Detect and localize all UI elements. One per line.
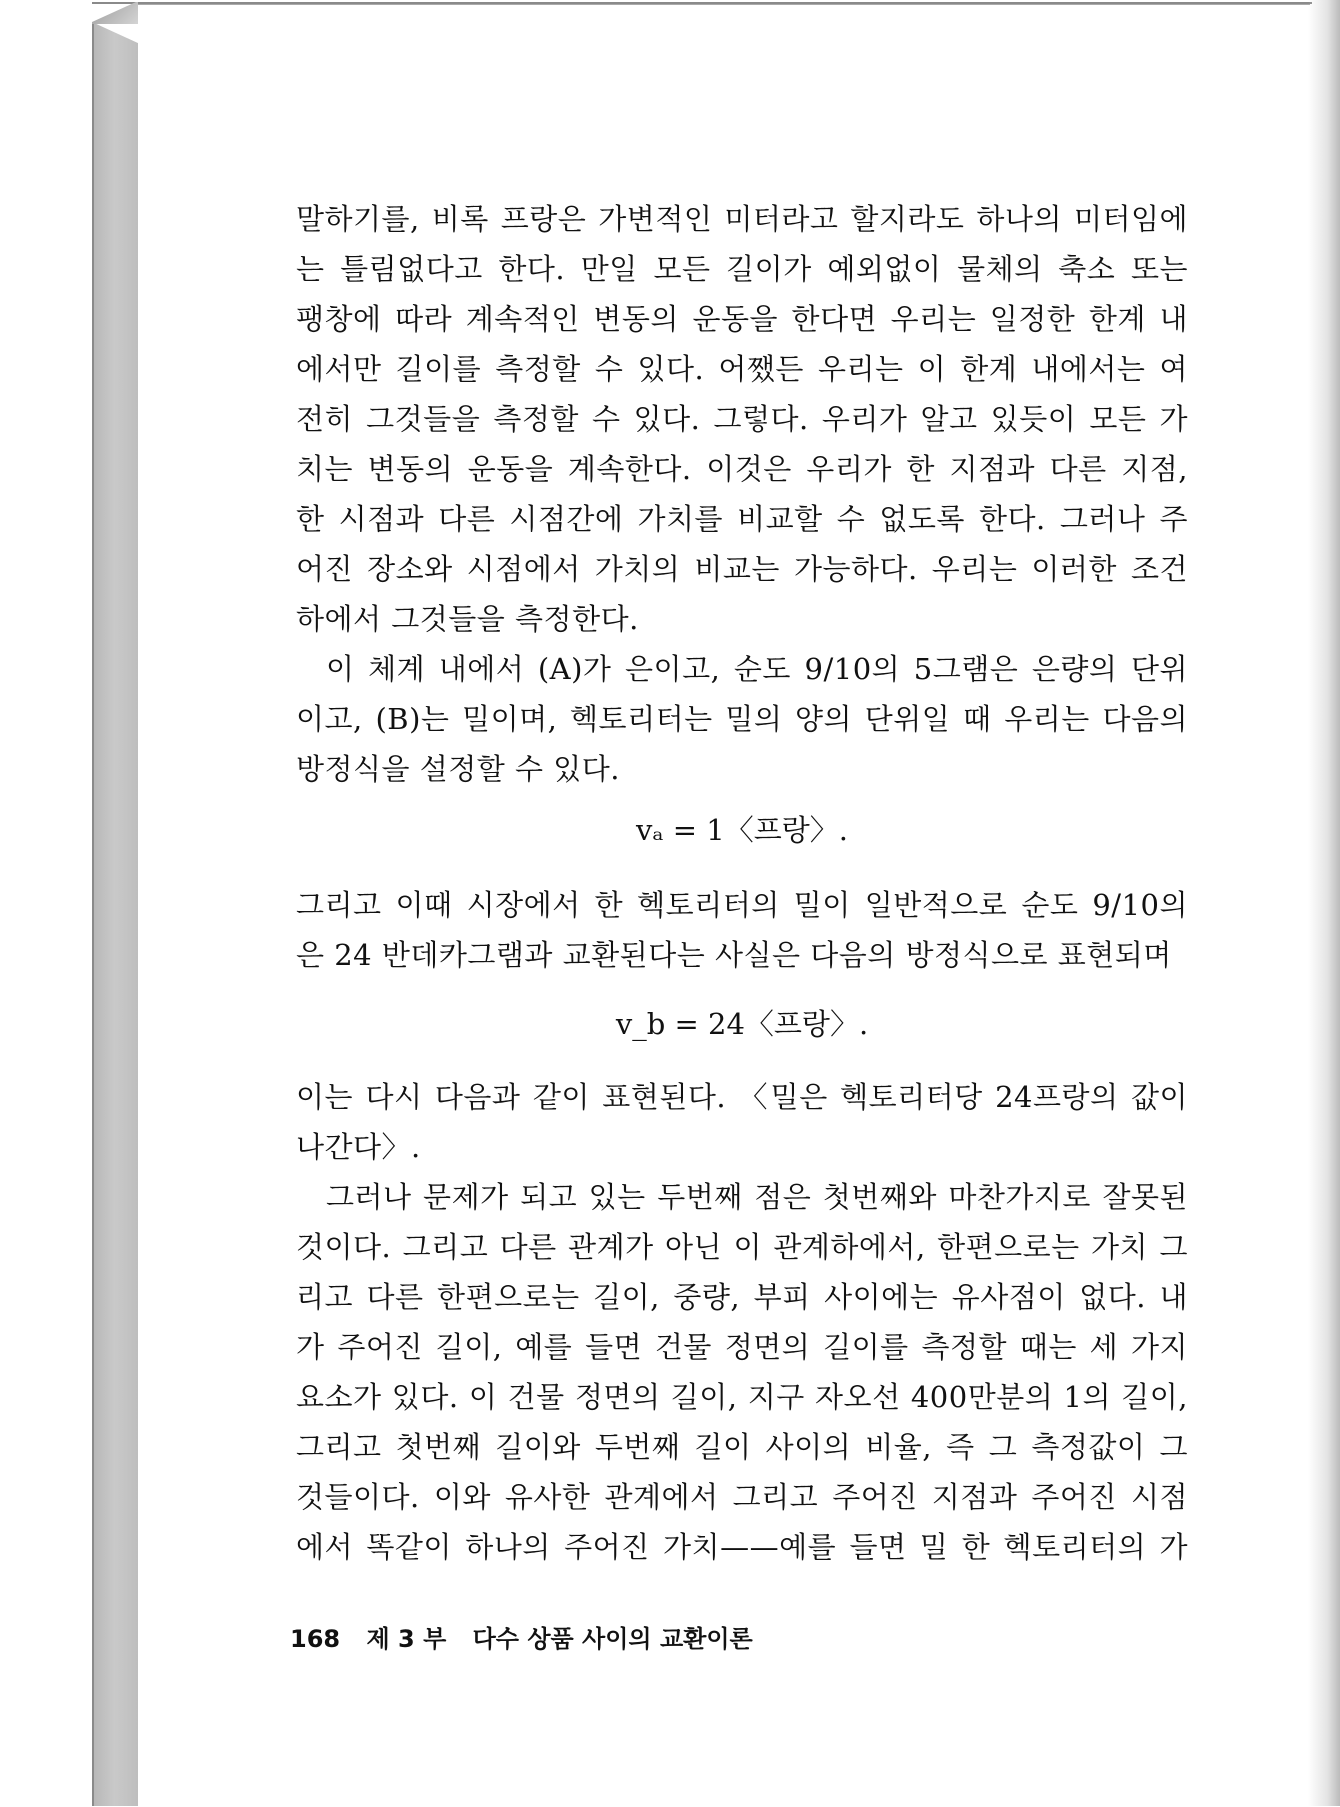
text-line: 이 체계 내에서 (A)가 은이고, 순도 9/10의 5그램은 은량의 단위: [326, 652, 1188, 686]
text-line: 나간다〉.: [296, 1130, 421, 1164]
text-line: 것들이다. 이와 유사한 관계에서 그리고 주어진 지점과 주어진 시점: [296, 1480, 1188, 1514]
page-edge-shadow: [1308, 0, 1340, 1806]
text-line: 한 시점과 다른 시점간에 가치를 비교할 수 없도록 한다. 그러나 주: [296, 502, 1188, 536]
text-line: 에서 똑같이 하나의 주어진 가치——예를 들면 밀 한 헥토리터의 가: [296, 1530, 1188, 1564]
text-line: 어진 장소와 시점에서 가치의 비교는 가능하다. 우리는 이러한 조건: [296, 552, 1188, 586]
book-corner-bevel: [92, 2, 138, 24]
text-line: 가 주어진 길이, 예를 들면 건물 정면의 길이를 측정할 때는 세 가지: [296, 1330, 1188, 1364]
text-line: 말하기를, 비록 프랑은 가변적인 미터라고 할지라도 하나의 미터임에: [296, 202, 1188, 236]
text-line: 전히 그것들을 측정할 수 있다. 그렇다. 우리가 알고 있듯이 모든 가: [296, 402, 1188, 436]
text-line: 그러나 문제가 되고 있는 두번째 점은 첫번째와 마찬가지로 잘못된: [326, 1180, 1188, 1214]
equation-a: vₐ = 1〈프랑〉.: [635, 813, 848, 847]
text-line: 그리고 이때 시장에서 한 헥토리터의 밀이 일반적으로 순도 9/10의: [296, 888, 1188, 922]
text-line: 은 24 반데카그램과 교환된다는 사실은 다음의 방정식으로 표현되며: [296, 938, 1172, 972]
text-line: 팽창에 따라 계속적인 변동의 운동을 한다면 우리는 일정한 한계 내: [296, 302, 1188, 336]
text-line: 그리고 첫번째 길이와 두번째 길이 사이의 비율, 즉 그 측정값이 그: [296, 1430, 1188, 1464]
text-line: 에서만 길이를 측정할 수 있다. 어쨌든 우리는 이 한계 내에서는 여: [296, 352, 1188, 386]
text-line: 요소가 있다. 이 건물 정면의 길이, 지구 자오선 400만분의 1의 길이,: [296, 1380, 1188, 1414]
text-line: 방정식을 설정할 수 있다.: [296, 752, 621, 786]
text-line: 것이다. 그리고 다른 관계가 아닌 이 관계하에서, 한편으로는 가치 그: [296, 1230, 1188, 1264]
text-line: 이고, (B)는 밀이며, 헥토리터는 밀의 양의 단위일 때 우리는 다음의: [296, 702, 1188, 736]
page-number: 168: [290, 1625, 341, 1653]
text-line: 치는 변동의 운동을 계속한다. 이것은 우리가 한 지점과 다른 지점,: [296, 452, 1188, 486]
part-label: 제 3 부: [366, 1625, 447, 1653]
equation-b: v_b = 24〈프랑〉.: [615, 1007, 869, 1041]
book-spine: [92, 22, 140, 1806]
text-line: 하에서 그것들을 측정한다.: [296, 602, 639, 636]
text-line: 리고 다른 한편으로는 길이, 중량, 부피 사이에는 유사점이 없다. 내: [296, 1280, 1188, 1314]
chapter-title: 다수 상품 사이의 교환이론: [472, 1625, 753, 1653]
text-line: 는 틀림없다고 한다. 만일 모든 길이가 예외없이 물체의 축소 또는: [296, 252, 1188, 286]
page-footer: [290, 1614, 771, 1664]
text-line: 이는 다시 다음과 같이 표현된다. 〈밀은 헥토리터당 24프랑의 값이: [296, 1080, 1188, 1114]
